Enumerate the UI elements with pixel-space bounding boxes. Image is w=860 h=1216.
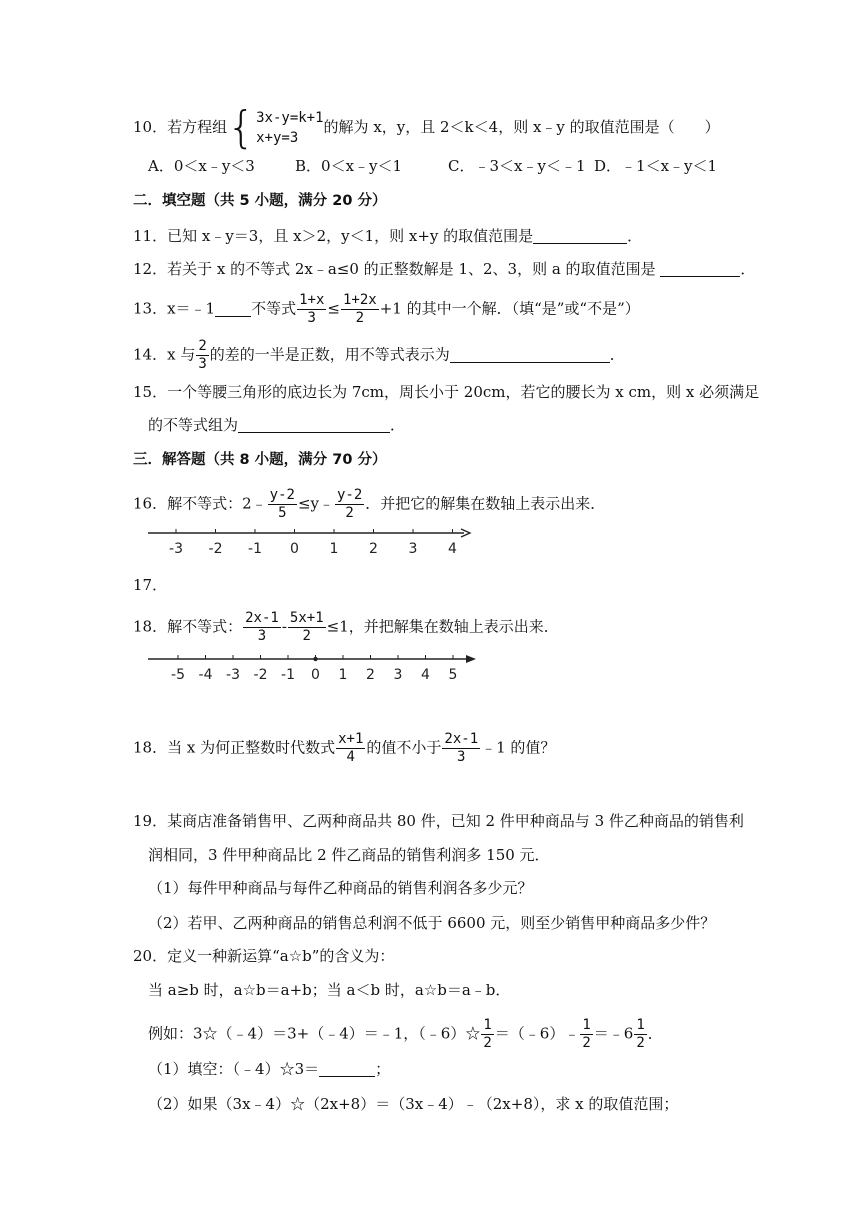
- denominator: 2: [483, 1035, 492, 1051]
- tick-label: 3: [393, 667, 403, 683]
- sub-question-2: （2）若甲、乙两种商品的销售总利润不低于 6600 元，则至少销售甲种商品多少件？: [148, 914, 716, 932]
- question-text: 某商店准备销售甲、乙两种商品共 80 件，已知 2 件甲种商品与 3 件乙种商品的销售利: [167, 812, 744, 830]
- tick-label: 5: [448, 667, 458, 683]
- denominator: 2: [636, 1035, 645, 1051]
- question-text: 一个等腰三角形的底边长为 7cm，周长小于 20cm，若它的腰长为 x cm，则 x 必须满足: [167, 383, 760, 401]
- question-number: 15．: [133, 383, 168, 401]
- numerator: 2x-1: [444, 731, 479, 747]
- question-text: ＝﹣6: [593, 1024, 634, 1043]
- answer-blank[interactable]: [238, 416, 390, 433]
- question-number: 12．: [133, 260, 168, 278]
- period: ．: [390, 416, 406, 434]
- sub-question-1: （1）每件甲种商品与每件乙种商品的销售利润各多少元？: [148, 879, 533, 897]
- question-number: 13．: [133, 299, 168, 318]
- answer-blank[interactable]: [533, 227, 627, 244]
- question-text: 的差的一半是正数，用不等式表示为: [209, 345, 450, 364]
- question-text: 若方程组: [167, 118, 228, 136]
- question-text: ．并把它的解集在数轴上表示出来．: [365, 494, 606, 513]
- question-text: x＝﹣1: [167, 299, 216, 318]
- equation-system: [227, 102, 324, 153]
- tick-label: 2: [369, 541, 378, 557]
- question-text: 不等式: [251, 299, 297, 318]
- numerator: x+1: [338, 731, 364, 747]
- question-text: ﹣1 的值？: [481, 738, 556, 757]
- numerator: y-2: [269, 487, 295, 503]
- question-text: 的值不小于: [366, 738, 442, 757]
- question-15: [133, 382, 759, 402]
- tick-label: -5: [171, 667, 185, 683]
- denominator: 3: [198, 356, 207, 372]
- tick-label: 0: [290, 541, 299, 557]
- answer-blank[interactable]: [215, 300, 251, 317]
- answer-blank[interactable]: [319, 1060, 375, 1077]
- question-text: 的解为 x，y，且 2＜k＜4，则 x﹣y 的取值范围是（ ）: [323, 118, 720, 136]
- numerator: 2x-1: [245, 610, 279, 626]
- question-number: 11．: [133, 227, 168, 245]
- relation-sign: ≤: [327, 299, 340, 318]
- option-c: C．﹣3＜x﹣y＜﹣1: [448, 157, 586, 175]
- tick-label: -1: [248, 541, 262, 557]
- fraction: [243, 610, 281, 645]
- period: ．: [609, 345, 625, 364]
- question-16: [133, 487, 605, 522]
- denominator: 2: [345, 505, 354, 521]
- section-3-heading: 三．解答题（共 8 小题，满分 70 分）: [133, 452, 387, 468]
- sub-question-2: （2）如果（3x﹣4）☆（2x+8）＝（3x﹣4）﹣（2x+8），求 x 的取值范围；: [148, 1095, 679, 1113]
- option-d: D．﹣1＜x﹣y＜1: [594, 157, 718, 175]
- question-text: 解不等式：: [167, 617, 243, 636]
- denominator: 3: [457, 749, 466, 765]
- question-18b: [133, 731, 555, 766]
- question-number: 20．: [133, 947, 168, 965]
- question-text: ≤1，并把解集在数轴上表示出来．: [326, 617, 559, 636]
- equation-2: x+y=3: [256, 130, 299, 146]
- fraction: [268, 487, 297, 522]
- question-13: [133, 292, 640, 327]
- numerator: 1+x: [299, 292, 325, 308]
- tick-label: -3: [226, 667, 240, 683]
- numerator: 1+2x: [343, 292, 377, 308]
- tick-label: 0: [311, 667, 320, 683]
- numerator: 1: [582, 1017, 591, 1033]
- fraction: [481, 1017, 493, 1052]
- denominator: 2: [302, 628, 311, 644]
- number-line-svg: [148, 650, 480, 684]
- question-19: [133, 811, 744, 831]
- question-17: [133, 575, 167, 595]
- answer-blank[interactable]: [450, 346, 610, 363]
- question-20-sub1: [148, 1059, 390, 1079]
- question-text: 润相同，3 件甲种商品比 2 件乙商品的销售利润多 150 元．: [148, 846, 550, 864]
- tick-label: 1: [329, 541, 339, 557]
- equation-1: 3x-y=k+1: [256, 110, 324, 126]
- question-20-example: [148, 1017, 663, 1052]
- fraction: [335, 487, 364, 522]
- fraction: [442, 731, 480, 766]
- question-text: 若关于 x 的不等式 2x﹣a≤0 的正整数解是 1、2、3，则 a 的取值范围是: [167, 260, 661, 278]
- numerator: 2: [198, 338, 207, 354]
- question-18a: [133, 610, 559, 645]
- numerator: 1: [483, 1017, 492, 1033]
- question-text: 例如：3☆（﹣4）＝3+（﹣4）＝﹣1，（﹣6）☆: [148, 1024, 481, 1043]
- tick-label: 1: [338, 667, 348, 683]
- numerator: 5x+1: [289, 610, 324, 626]
- fraction: [580, 1017, 592, 1052]
- fraction: [297, 292, 326, 327]
- fraction: [336, 731, 365, 766]
- tick-label: -1: [281, 667, 295, 683]
- denominator: 5: [278, 505, 287, 521]
- question-number: 18．: [133, 617, 168, 636]
- question-number: 14．: [133, 345, 168, 364]
- number-line-q18: [148, 650, 480, 684]
- question-12: [133, 259, 755, 279]
- question-text: ≤y﹣: [297, 494, 334, 513]
- denominator: 2: [582, 1035, 591, 1051]
- question-number: 19．: [133, 812, 168, 830]
- denominator: 3: [307, 310, 316, 326]
- question-text: x 与: [167, 345, 196, 364]
- period: ．: [647, 1024, 663, 1043]
- tick-label: 4: [421, 667, 430, 683]
- number-line-svg: [148, 526, 478, 560]
- section-2-heading: 二．填空题（共 5 小题，满分 20 分）: [133, 193, 387, 209]
- fraction: [341, 292, 379, 327]
- denominator: 3: [257, 628, 267, 644]
- question-text: +1 的其中一个解．（填“是”或“不是”）: [379, 299, 640, 318]
- tick-label: -3: [169, 541, 183, 557]
- question-text: 已知 x﹣y＝3，且 x＞2，y＜1，则 x+y 的取值范围是: [167, 227, 534, 245]
- question-text: ；: [375, 1060, 391, 1078]
- fraction: [196, 338, 208, 373]
- tick-label: -2: [253, 667, 268, 683]
- tick-label: -2: [208, 541, 223, 557]
- question-text: ＝（﹣6）﹣: [494, 1024, 580, 1043]
- option-b: B．0＜x﹣y＜1: [295, 157, 403, 175]
- question-20: [133, 946, 394, 966]
- numerator: y-2: [336, 487, 363, 503]
- question-text: 的不等式组为: [148, 416, 239, 434]
- arrow-icon: [466, 655, 476, 663]
- denominator: 4: [346, 749, 355, 765]
- question-11: [133, 226, 642, 246]
- question-text: 当 x 为何正整数时代数式: [167, 738, 336, 757]
- period: ．: [740, 260, 756, 278]
- sub-question-1: （1）填空：（﹣4）☆3＝: [148, 1060, 320, 1078]
- fraction: [288, 610, 326, 645]
- tick-label: -4: [198, 667, 213, 683]
- fraction: [634, 1017, 646, 1052]
- tick-label: 3: [408, 541, 418, 557]
- option-a: A．0＜x﹣y＜3: [148, 157, 255, 175]
- question-10: [133, 102, 720, 153]
- tick-label: 4: [448, 541, 457, 557]
- question-number: 16．: [133, 494, 168, 513]
- question-text: 当 a≥b 时，a☆b＝a+b；当 a＜b 时，a☆b＝a﹣b．: [148, 981, 511, 999]
- question-text: 定义一种新运算“a☆b”的含义为：: [167, 947, 395, 965]
- question-number: 17．: [133, 576, 168, 594]
- question-number: 10．: [133, 118, 168, 136]
- denominator: 2: [355, 310, 365, 326]
- question-14: [133, 338, 625, 373]
- number-line-q16: [148, 526, 478, 560]
- minus-sign: -: [281, 617, 287, 636]
- question-number: 18．: [133, 738, 168, 757]
- origin-dot: [313, 657, 317, 661]
- period: ．: [627, 227, 643, 245]
- question-text: 解不等式：2﹣: [167, 494, 267, 513]
- brace-icon: {: [227, 102, 256, 153]
- numerator: 1: [636, 1017, 645, 1033]
- question-15-cont: [148, 415, 405, 435]
- tick-label: 2: [366, 667, 375, 683]
- answer-blank[interactable]: [660, 260, 740, 277]
